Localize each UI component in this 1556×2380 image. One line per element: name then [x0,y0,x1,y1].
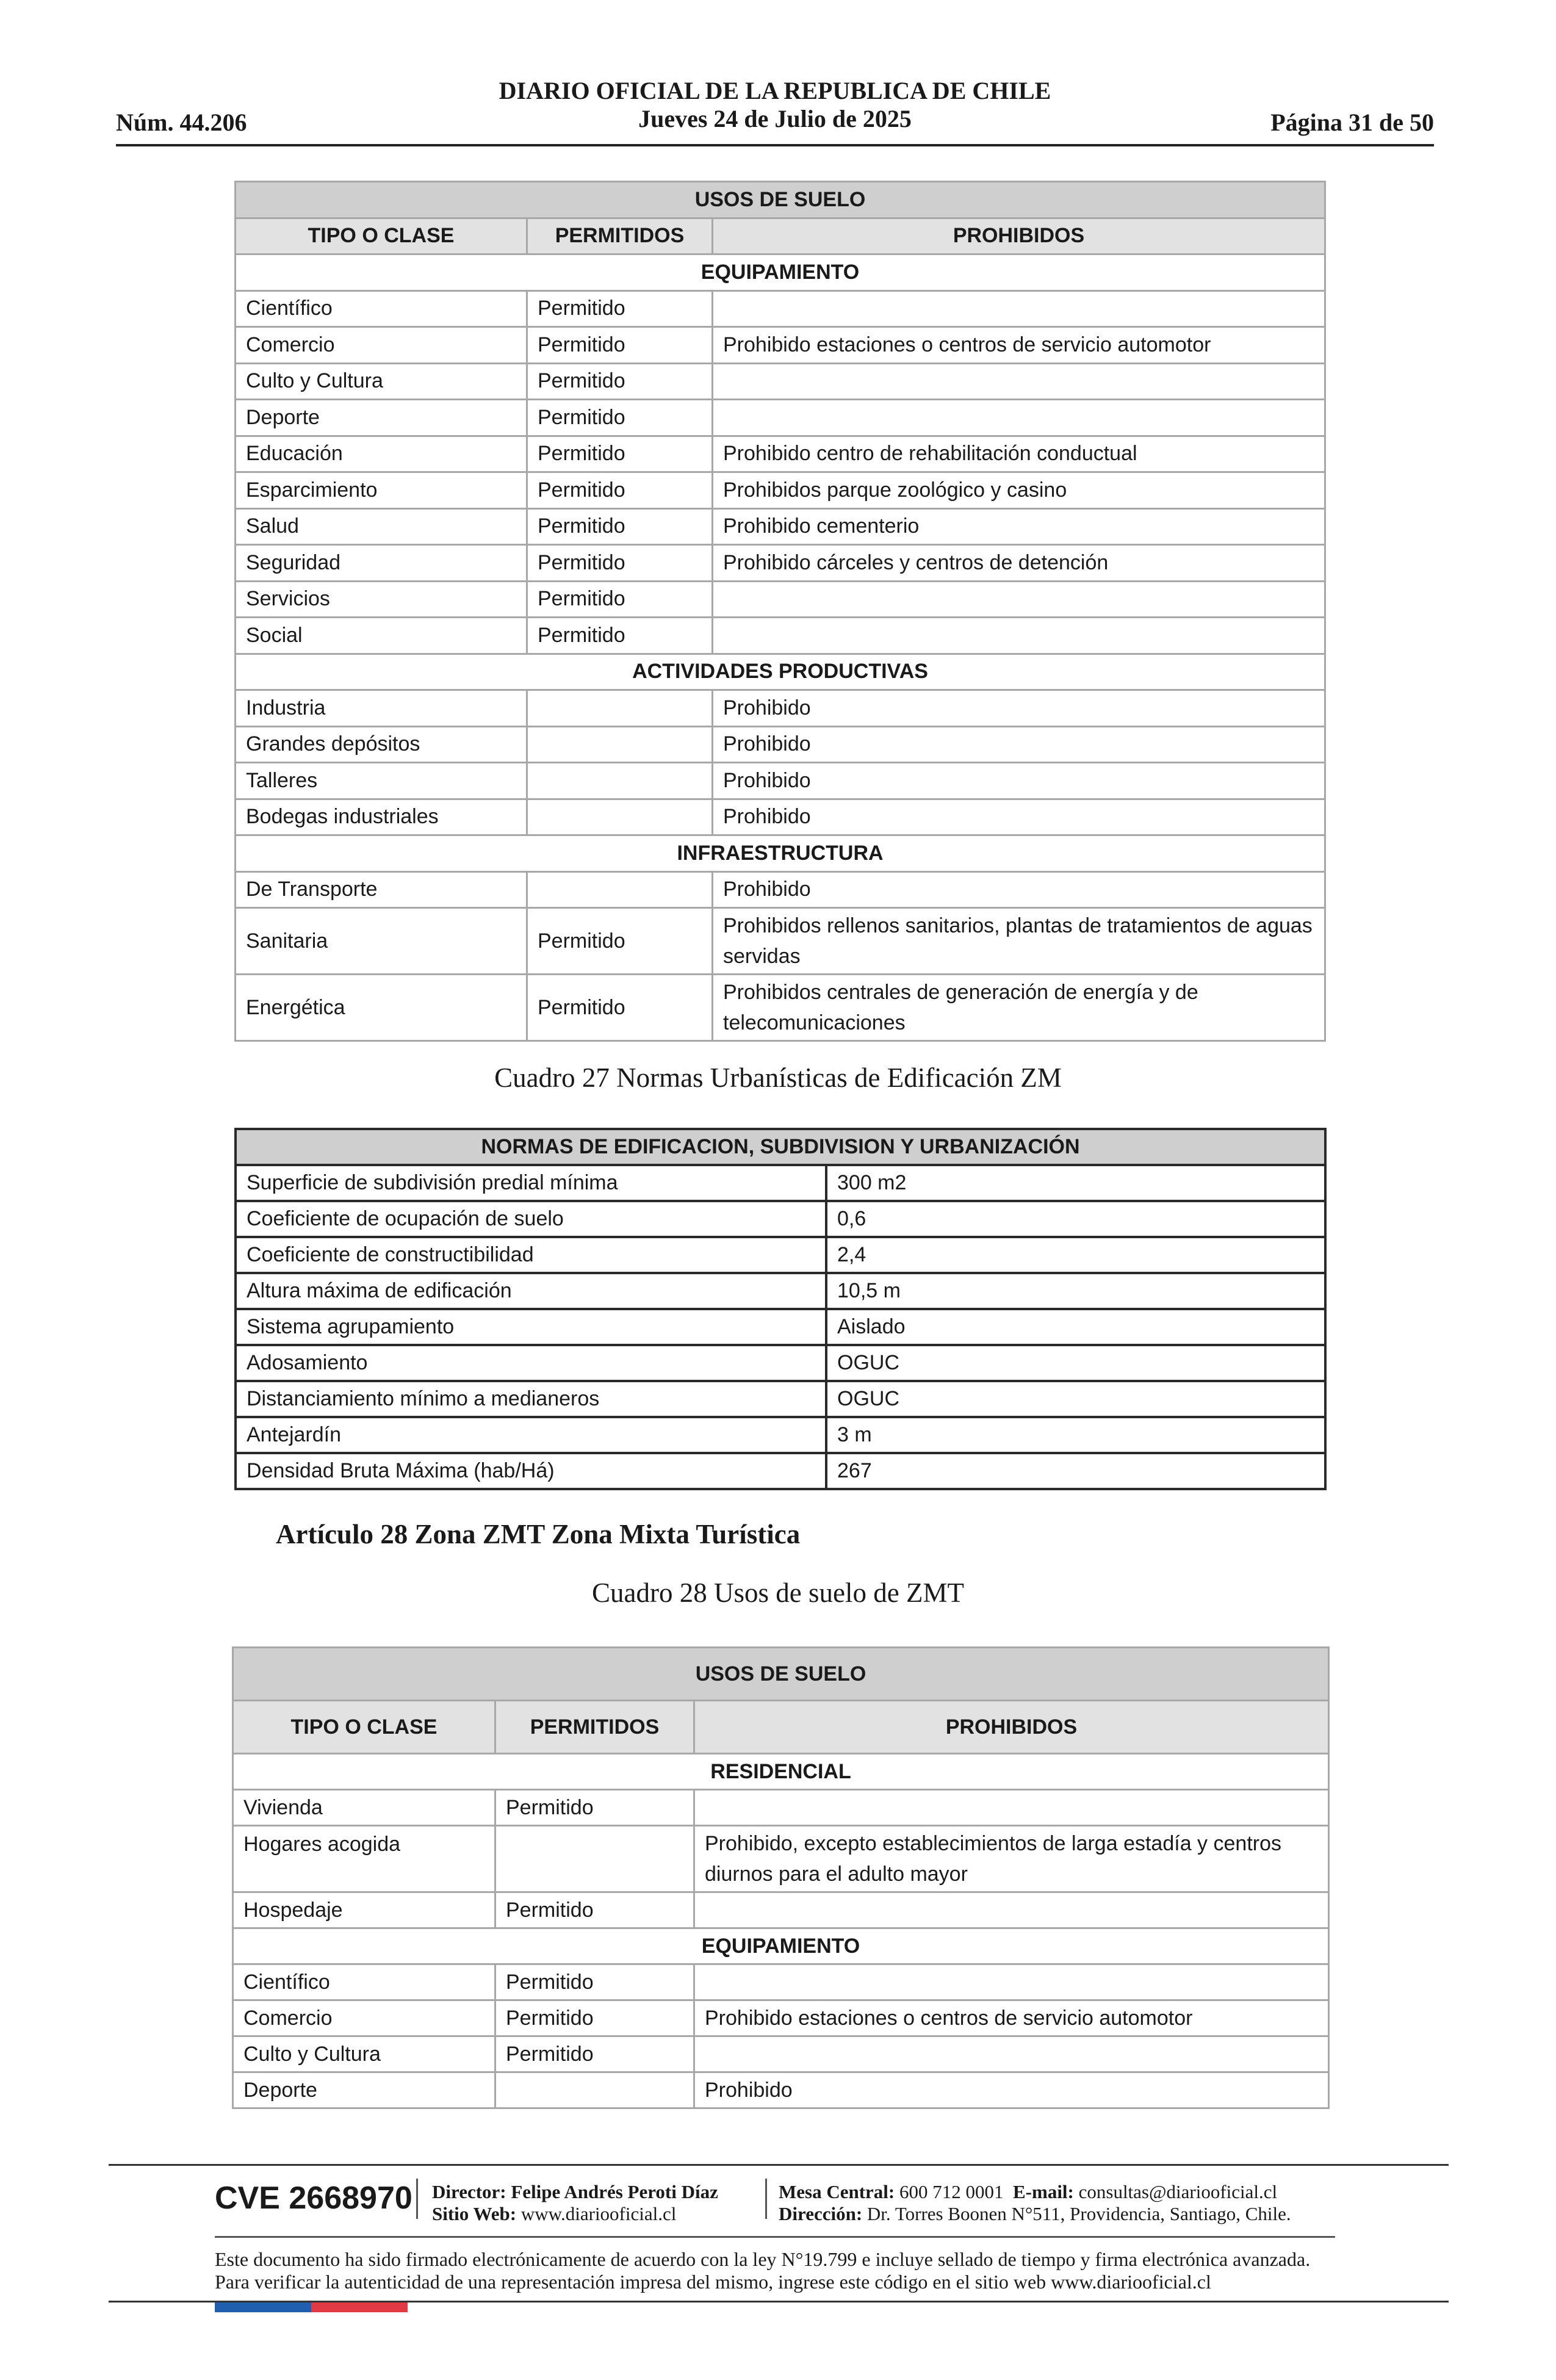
cell-tipo: Hospedaje [233,1892,495,1928]
cell-tipo: Bodegas industriales [236,799,527,835]
cell-prohibido: Prohibido [713,690,1325,727]
cell-permitido: Permitido [527,290,713,327]
mesa-phone: 600 712 0001 [899,2181,1004,2202]
director-line [432,2181,718,2203]
table-row [236,400,1325,436]
table-caption: Cuadro 28 Usos de suelo de ZMT [592,1578,964,1608]
cell-prohibido: Prohibido [694,2072,1329,2108]
table-row [233,1790,1329,1826]
cell-permitido: Permitido [527,581,713,618]
cell-norma: Adosamiento [236,1345,826,1381]
cell-permitido [527,871,713,908]
column-header-tipo: TIPO O CLASE [233,1701,495,1754]
cell-prohibido: Prohibido cementerio [713,508,1325,545]
cell-valor: OGUC [826,1345,1325,1381]
cell-tipo: Energética [236,975,527,1041]
table-row [233,2036,1329,2072]
table-row [236,1237,1325,1273]
cell-prohibido [694,1790,1329,1826]
cell-norma: Sistema agrupamiento [236,1309,826,1345]
cell-prohibido: Prohibido cárceles y centros de detención [713,545,1325,582]
section-row [236,254,1325,291]
cell-permitido [527,763,713,799]
header-center [116,77,1434,133]
cell-permitido: Permitido [527,975,713,1041]
table-title: USOS DE SUELO [236,182,1325,218]
cell-tipo: Social [236,618,527,654]
cell-permitido: Permitido [495,1790,694,1826]
cell-permitido [495,2072,694,2108]
cell-prohibido: Prohibidos parque zoológico y casino [713,472,1325,509]
website-label: Sitio Web: [432,2203,517,2224]
cell-valor: OGUC [826,1381,1325,1417]
table-row [236,871,1325,908]
cell-prohibido [713,618,1325,654]
cell-prohibido: Prohibido, excepto establecimientos de larga estadía y centros diurnos para el adulto mayor [694,1826,1329,1892]
land-use-table-zmt [232,1646,1330,2109]
cell-tipo: Culto y Cultura [236,363,527,400]
section-title: EQUIPAMIENTO [236,254,1325,291]
table-caption: Cuadro 27 Normas Urbanísticas de Edificación ZM [494,1062,1062,1093]
table-row [236,690,1325,727]
section-row [233,1754,1329,1790]
contact-block [779,2181,1291,2225]
legal-notice: Este documento ha sido firmado electrónicamente de acuerdo con la ley N°19.799 e incluye sellado de tiempo y firma electrónica avanzada. Para verificar la autenticidad de una representación impresa del mismo, ingrese este código en el sitio web www.diariooficial.cl [215,2248,1311,2293]
cell-prohibido [713,363,1325,400]
cell-permitido: Permitido [527,327,713,364]
table-row [236,1417,1325,1453]
cell-permitido: Permitido [495,2000,694,2036]
director-label: Director: [432,2181,506,2202]
cell-valor: 2,4 [826,1237,1325,1273]
table-row [236,436,1325,472]
table-row [236,1309,1325,1345]
cell-prohibido: Prohibidos centrales de generación de energía y de telecomunicaciones [713,975,1325,1041]
cell-permitido [527,690,713,727]
footer-separator [765,2179,767,2219]
table-row [236,508,1325,545]
cell-prohibido: Prohibido estaciones o centros de servicio automotor [694,2000,1329,2036]
email-label: E-mail: [1013,2181,1074,2202]
table-row [236,908,1325,975]
table-row [236,763,1325,799]
cell-prohibido [694,1964,1329,2000]
cell-permitido: Permitido [527,400,713,436]
cell-tipo: Talleres [236,763,527,799]
cell-tipo: Científico [233,1964,495,2000]
cell-tipo: Vivienda [233,1790,495,1826]
table-row [233,1964,1329,2000]
table-row [236,290,1325,327]
cve-code: CVE 2668970 [215,2180,412,2216]
page-header [116,74,1434,146]
cell-norma: Coeficiente de constructibilidad [236,1237,826,1273]
cell-tipo: Culto y Cultura [233,2036,495,2072]
cell-tipo: Servicios [236,581,527,618]
cell-prohibido: Prohibido estaciones o centros de servicio automotor [713,327,1325,364]
cell-valor: Aislado [826,1309,1325,1345]
cell-prohibido [713,290,1325,327]
table-title-row [236,1129,1325,1165]
cell-valor: 0,6 [826,1201,1325,1237]
cell-tipo: Comercio [233,2000,495,2036]
cell-prohibido: Prohibidos rellenos sanitarios, plantas de tratamientos de aguas servidas [713,908,1325,975]
cell-prohibido [694,1892,1329,1928]
cell-norma: Superficie de subdivisión predial mínima [236,1165,826,1201]
section-title: INFRAESTRUCTURA [236,835,1325,872]
cell-permitido: Permitido [527,908,713,975]
footer-divider [215,2236,1335,2238]
table-title: NORMAS DE EDIFICACION, SUBDIVISION Y URBANIZACIÓN [236,1129,1325,1165]
table-header-row [233,1701,1329,1754]
cell-prohibido: Prohibido [713,871,1325,908]
cell-tipo: Comercio [236,327,527,364]
cell-valor: 300 m2 [826,1165,1325,1201]
cell-valor: 3 m [826,1417,1325,1453]
footer-separator [416,2179,418,2219]
table-row [236,1453,1325,1489]
table-title: USOS DE SUELO [233,1648,1329,1701]
cell-permitido: Permitido [527,363,713,400]
section-row [236,835,1325,872]
cell-prohibido [713,581,1325,618]
address-line [779,2203,1291,2225]
table-row [233,2000,1329,2036]
website-link[interactable]: www.diariooficial.cl [520,2203,677,2224]
cell-permitido: Permitido [495,1964,694,2000]
cell-tipo: De Transporte [236,871,527,908]
cell-norma: Distanciamiento mínimo a medianeros [236,1381,826,1417]
cell-permitido [495,1826,694,1892]
cell-tipo: Salud [236,508,527,545]
table-row [236,618,1325,654]
table-row [236,799,1325,835]
address-label: Dirección: [779,2203,863,2224]
cell-permitido: Permitido [495,2036,694,2072]
cell-tipo: Hogares acogida [233,1826,495,1892]
cell-norma: Coeficiente de ocupación de suelo [236,1201,826,1237]
table-header-row [236,218,1325,254]
cell-tipo: Esparcimiento [236,472,527,509]
table-row [236,472,1325,509]
footer-divider [109,2164,1449,2166]
cell-prohibido: Prohibido centro de rehabilitación conductual [713,436,1325,472]
email-link[interactable]: consultas@diariooficial.cl [1078,2181,1278,2202]
article-heading: Artículo 28 Zona ZMT Zona Mixta Turística [276,1519,801,1549]
table-title-row [236,182,1325,218]
flag-bar-red [311,2302,408,2312]
cell-permitido: Permitido [527,545,713,582]
section-title: RESIDENCIAL [233,1754,1329,1790]
table-row [236,581,1325,618]
table-row [236,1165,1325,1201]
cell-tipo: Industria [236,690,527,727]
cell-prohibido: Prohibido [713,799,1325,835]
cell-tipo: Deporte [233,2072,495,2108]
cell-permitido [527,799,713,835]
issue-date: Jueves 24 de Julio de 2025 [638,105,912,132]
column-header-permitidos: PERMITIDOS [527,218,713,254]
cell-prohibido: Prohibido [713,726,1325,763]
column-header-permitidos: PERMITIDOS [495,1701,694,1754]
column-header-tipo: TIPO O CLASE [236,218,527,254]
cell-permitido: Permitido [495,1892,694,1928]
director-name: Felipe Andrés Peroti Díaz [511,2181,718,2202]
page-number: Página 31 de 50 [1270,109,1434,136]
table-title-row [233,1648,1329,1701]
building-norms-table [234,1128,1327,1490]
cell-prohibido [694,2036,1329,2072]
cell-permitido: Permitido [527,508,713,545]
director-block [432,2181,718,2225]
cell-tipo: Grandes depósitos [236,726,527,763]
cell-tipo: Científico [236,290,527,327]
land-use-table-zm [234,181,1326,1042]
issue-number: Núm. 44.206 [116,109,247,136]
table-row [236,545,1325,582]
section-row [233,1928,1329,1964]
section-title: ACTIVIDADES PRODUCTIVAS [236,654,1325,690]
address-value: Dr. Torres Boonen N°511, Providencia, Santiago, Chile. [866,2203,1291,2224]
cell-permitido [527,726,713,763]
section-title: EQUIPAMIENTO [233,1928,1329,1964]
column-header-prohibidos: PROHIBIDOS [713,218,1325,254]
table-row [236,1273,1325,1309]
table-row [236,726,1325,763]
cell-permitido: Permitido [527,618,713,654]
table-row [236,975,1325,1041]
cell-norma: Antejardín [236,1417,826,1453]
table-row [236,327,1325,364]
cell-permitido: Permitido [527,472,713,509]
cell-permitido: Permitido [527,436,713,472]
flag-bar-blue [215,2302,311,2312]
mesa-label: Mesa Central: [779,2181,895,2202]
cell-norma: Densidad Bruta Máxima (hab/Há) [236,1453,826,1489]
table-row [236,1381,1325,1417]
cell-valor: 267 [826,1453,1325,1489]
table-row [233,1892,1329,1928]
table-row [236,363,1325,400]
website-line [432,2203,718,2225]
cell-tipo: Educación [236,436,527,472]
cell-tipo: Seguridad [236,545,527,582]
table-row [236,1201,1325,1237]
table-row [233,1826,1329,1892]
table-row [236,1345,1325,1381]
column-header-prohibidos: PROHIBIDOS [694,1701,1329,1754]
newspaper-title: DIARIO OFICIAL DE LA REPUBLICA DE CHILE [499,77,1051,104]
cell-tipo: Sanitaria [236,908,527,975]
table-row [233,2072,1329,2108]
cell-prohibido: Prohibido [713,763,1325,799]
cell-valor: 10,5 m [826,1273,1325,1309]
phone-line [779,2181,1291,2203]
cell-norma: Altura máxima de edificación [236,1273,826,1309]
cell-prohibido [713,400,1325,436]
section-row [236,654,1325,690]
cell-tipo: Deporte [236,400,527,436]
